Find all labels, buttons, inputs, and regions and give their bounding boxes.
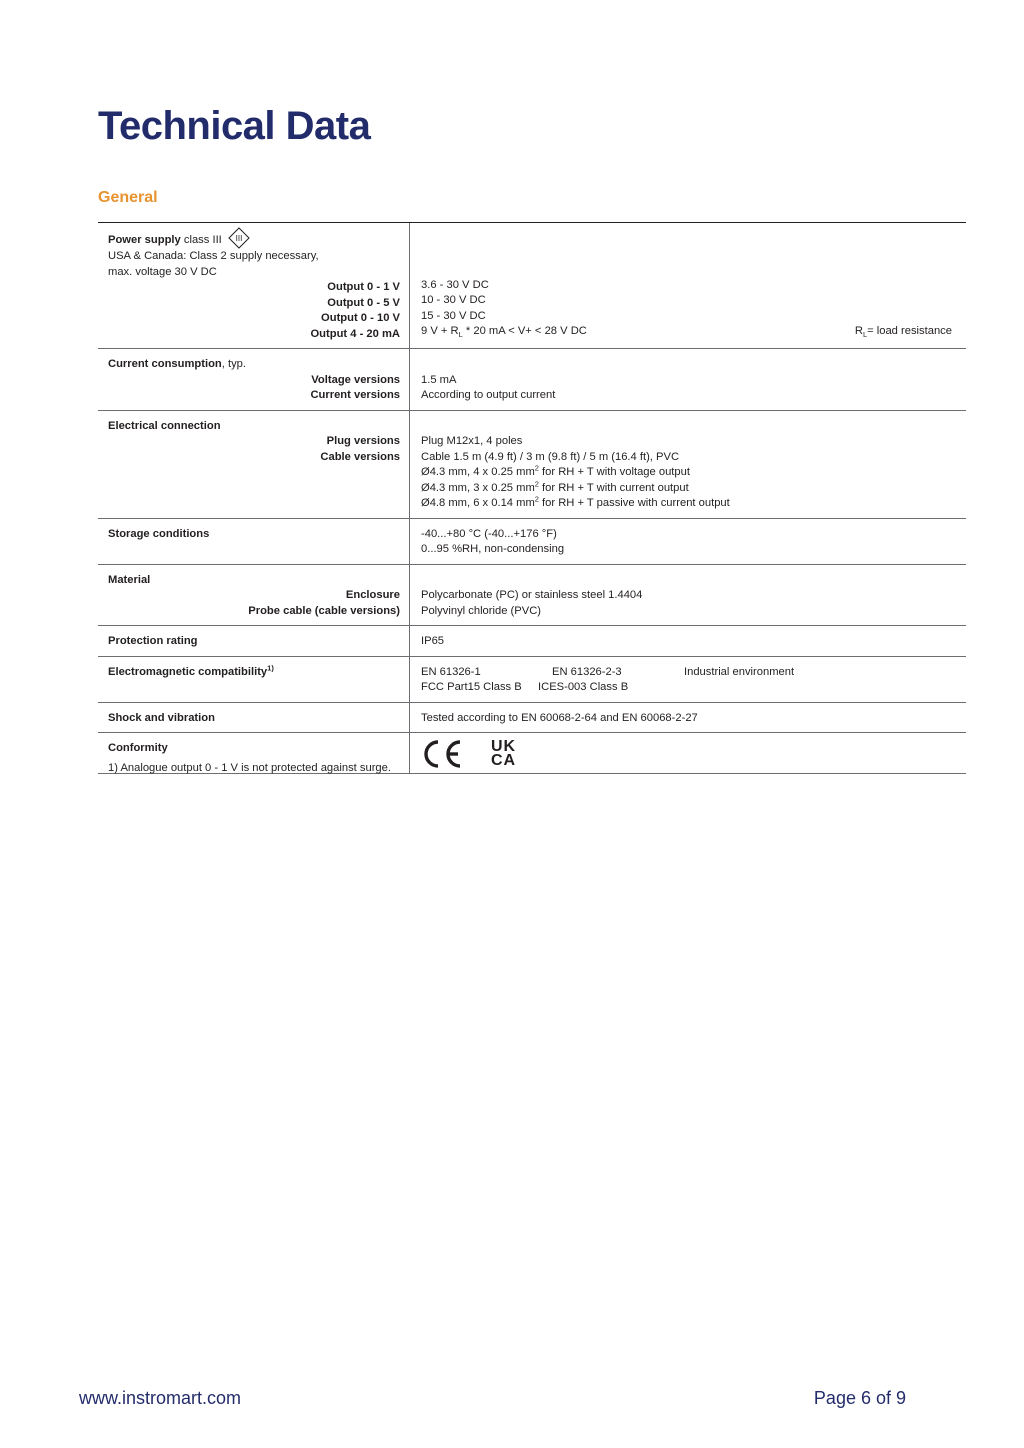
row-power-supply <box>98 223 966 349</box>
ukca-mark-icon: UK CA <box>491 738 517 769</box>
output-label: Output 4 - 20 mA <box>310 327 400 340</box>
output-value: 3.6 - 30 V DC <box>421 278 489 291</box>
current-consumption-label: Current consumption <box>108 358 222 370</box>
storage-humidity: 0...95 %RH, non-condensing <box>421 543 565 555</box>
electrical-connection-label: Electrical connection <box>108 419 221 432</box>
row-electrical-connection <box>98 411 966 519</box>
output-label: Output 0 - 5 V <box>327 296 400 309</box>
plug-versions-label: Plug versions <box>326 435 400 447</box>
ce-mark-icon <box>421 739 463 769</box>
conformity-label: Conformity <box>108 742 168 754</box>
row-material <box>98 565 966 627</box>
class-iii-symbol: III <box>235 234 243 244</box>
page-title: Technical Data <box>98 104 371 148</box>
footer-page-number: Page 6 of 9 <box>813 1388 906 1408</box>
row-storage-conditions <box>98 519 966 565</box>
output-value-current: 9 $V + R_L * 20$ mA < V+ < 28 V DC <box>421 325 587 340</box>
storage-conditions-label: Storage conditions <box>108 527 210 540</box>
emc-standard: EN 61326-1 <box>421 665 481 678</box>
plug-versions-value: Plug M12x1, 4 poles <box>421 435 523 447</box>
load-resistance-note: $R_L=$ load resistance <box>854 325 952 340</box>
power-class-text: class III <box>183 233 222 246</box>
power-supply-label: Power supply <box>108 233 181 246</box>
cable-spec-line: Ø4.3 mm, 3 x 0.25 $mm^2$ for RH + T with current output <box>421 478 689 494</box>
material-item-label: Enclosure <box>345 589 400 601</box>
row-emc <box>98 657 966 703</box>
cable-versions-label: Cable versions <box>320 450 400 463</box>
footnote-ref: 1) <box>267 662 274 672</box>
class-iii-icon <box>228 227 250 249</box>
row-shock-vibration <box>98 703 966 734</box>
material-item-value: Polyvinyl chloride (PVC) <box>421 604 541 617</box>
emc-label: Electromagnetic compatibility$^{1)}$ <box>108 662 274 678</box>
output-value: 15 - 30 V DC <box>421 309 486 322</box>
emc-standard: EN 61326-2-3 <box>552 665 622 678</box>
shock-vibration-label: Shock and vibration <box>108 711 215 724</box>
current-item-value: According to output current <box>421 389 556 401</box>
current-item-label: Current versions <box>310 389 400 401</box>
row-current-consumption <box>98 349 966 411</box>
footer-website-link[interactable]: www.instromart.com <box>79 1388 242 1408</box>
cable-versions-value: Cable 1.5 m (4.9 ft) / 3 m (9.8 ft) / 5 m (16.4 ft), PVC <box>421 450 680 463</box>
shock-vibration-value: Tested according to EN 60068-2-64 and EN 60068-2-27 <box>421 711 698 724</box>
output-label: Output 0 - 1 V <box>327 281 400 293</box>
storage-temperature: -40...+80 °C (-40...+176 °F) <box>421 527 557 540</box>
emc-standard: ICES-003 Class B <box>538 681 629 693</box>
protection-rating-label: Protection rating <box>108 635 198 647</box>
section-heading-general: General <box>98 189 158 206</box>
protection-rating-value: IP65 <box>421 635 445 647</box>
current-consumption-suffix: , typ. <box>221 358 246 370</box>
emc-environment: Industrial environment <box>684 665 795 678</box>
current-item-label: Voltage versions <box>311 373 400 386</box>
svg-text:CE: CE <box>421 739 423 740</box>
emc-standard: FCC Part15 Class B <box>421 681 522 693</box>
power-note-1: USA & Canada: Class 2 supply necessary, <box>108 250 319 262</box>
technical-data-table <box>98 222 966 774</box>
footnote: 1) Analogue output 0 - 1 V is not protected against surge. <box>108 762 391 774</box>
power-note-2: max. voltage 30 V DC <box>108 265 217 278</box>
output-label: Output 0 - 10 V <box>321 312 400 324</box>
cable-spec-line: Ø4.3 mm, 4 x 0.25 $mm^2$ for RH + T with voltage output <box>421 463 690 478</box>
current-item-value: 1.5 mA <box>421 373 457 386</box>
material-item-label: Probe cable (cable versions) <box>248 604 400 617</box>
output-value: 10 - 30 V DC <box>421 294 486 306</box>
cable-spec-line: Ø4.8 mm, 6 x 0.14 $mm^2$ for RH + T passive with current output <box>421 494 730 509</box>
material-item-value: Polycarbonate (PC) or stainless steel 1.4404 <box>421 589 643 601</box>
row-protection-rating <box>98 626 966 657</box>
material-label: Material <box>108 573 151 586</box>
